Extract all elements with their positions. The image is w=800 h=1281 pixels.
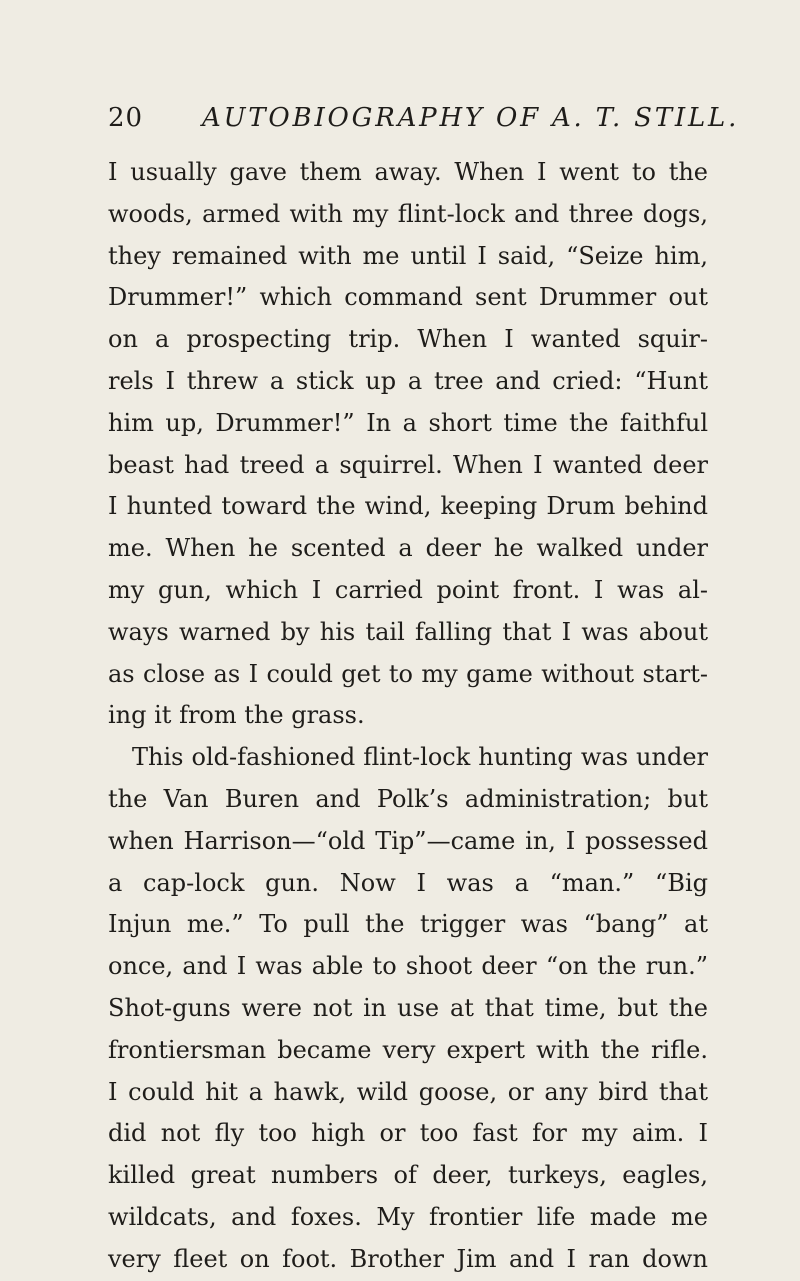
text-line: I could hit a hawk, wild goose, or any bird that <box>108 1077 708 1106</box>
text-line: did not fly too high or too fast for my aim. I <box>108 1119 708 1148</box>
text-line: once, and I was able to shoot deer “on the run.” <box>108 952 708 981</box>
running-head <box>108 98 740 138</box>
text-line: my gun, which I carried point front. I was al- <box>108 575 708 604</box>
text-line: the Van Buren and Polk’s administration; but <box>108 784 708 813</box>
text-line: ways warned by his tail falling that I was about <box>108 617 708 646</box>
text-line: Drummer!” which command sent Drummer out <box>108 283 708 312</box>
text-line: they remained with me until I said, “Seize him, <box>108 241 708 270</box>
text-line: I usually gave them away. When I went to the <box>108 158 708 186</box>
text-line: when Harrison—“old Tip”—came in, I possessed <box>108 826 708 855</box>
text-line: This old-fashioned flint-lock hunting was under <box>132 743 708 772</box>
text-line: killed great numbers of deer, turkeys, eagles, <box>108 1161 708 1190</box>
text-line: me. When he scented a deer he walked under <box>108 534 708 563</box>
text-line: frontiersman became very expert with the rifle. <box>108 1035 708 1064</box>
text-line: a cap-lock gun. Now I was a “man.” “Big <box>108 868 708 897</box>
text-line: on a prospecting trip. When I wanted squir- <box>108 325 708 354</box>
text-line: rels I threw a stick up a tree and cried: “Hunt <box>108 366 708 395</box>
page-number: 20 <box>108 103 144 133</box>
text-line: Shot-guns were not in use at that time, but the <box>108 993 708 1022</box>
text-line: as close as I could get to my game without start- <box>108 659 708 688</box>
text-line: woods, armed with my flint-lock and three dogs, <box>108 199 708 228</box>
body-text <box>108 152 708 1281</box>
running-title: AUTOBIOGRAPHY OF A. T. STILL. <box>202 103 740 133</box>
text-line: him up, Drummer!” In a short time the faithful <box>108 408 708 437</box>
text-line: very fleet on foot. Brother Jim and I ran down <box>108 1244 708 1273</box>
text-line: beast had treed a squirrel. When I wanted deer <box>108 450 708 479</box>
text-line: ing it from the grass. <box>108 701 365 730</box>
text-line: Injun me.” To pull the trigger was “bang” at <box>108 910 708 939</box>
text-line: wildcats, and foxes. My frontier life made me <box>108 1202 708 1231</box>
text-line: I hunted toward the wind, keeping Drum behind <box>108 492 708 521</box>
